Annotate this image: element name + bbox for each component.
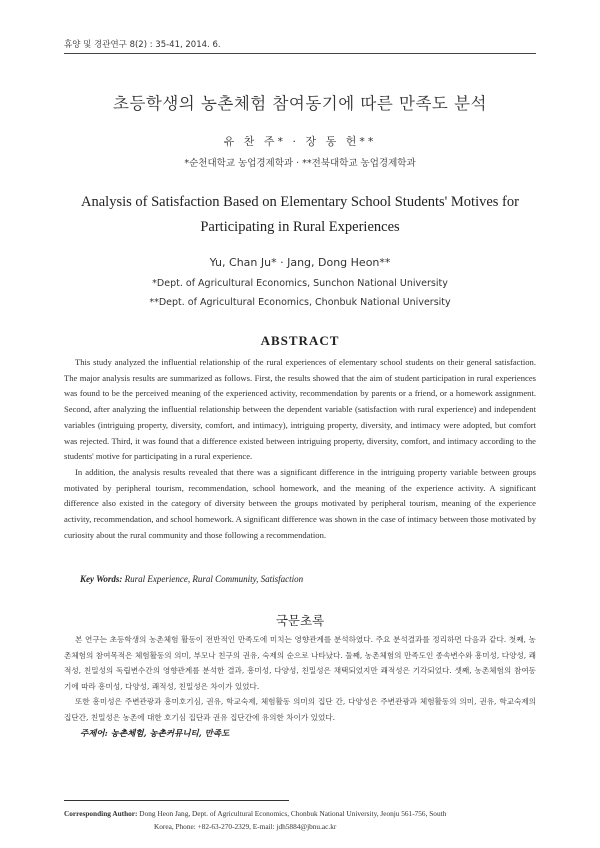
english-affiliation-1: *Dept. of Agricultural Economics, Sunchon National University xyxy=(152,278,448,289)
english-keywords xyxy=(80,574,303,584)
corresponding-line-2: Korea, Phone: +82-63-270-2329, E-mail: jdh5884@jbnu.ac.kr xyxy=(154,821,337,831)
korean-abstract-paragraph-1: 본 연구는 초등학생의 농촌체험 활동이 전반적인 만족도에 미치는 영향관계를 분석하였다. 주요 분석결과를 정리하면 다음과 같다. 첫째, 농촌체험의 참여목적은 체험활동의 의미, 부모나 친구의 권유, 숙제의 순으로 나타났다. 둘째, 농촌체험의 만족도인 종속변수와 흥미성, 다양성, 쾌적성, 친밀성의 독립변수간의 영향관계를 분석한 결과, 흥미성, 다양성, 친밀성은 채택되었지만 쾌적성은 기각되었다. 셋째, 농촌체험의 참여동기에 따라 흥미성, 다양성, 쾌적성, 친밀성은 차이가 있었다. xyxy=(64,635,536,691)
english-title-line-1: Analysis of Satisfaction Based on Elementary School Students' Motives for xyxy=(81,194,519,210)
korean-abstract-body xyxy=(64,632,536,726)
keywords-list: Rural Experience, Rural Community, Satisfaction xyxy=(124,574,304,584)
abstract-body xyxy=(64,355,536,543)
korean-abstract-paragraph-2: 또한 흥미성은 주변관광과 흥미호기심, 권유, 학교숙제, 체험활동 의미의 집단 간, 다양성은 주변관광과 체험활동의 의미, 권유, 학교숙제의 집단간, 친밀성은 농촌에 대한 호기심 집단과 권유 집단간에 유의한 차이가 있었다. xyxy=(64,697,536,722)
corresponding-line-1: Dong Heon Jang, Dept. of Agricultural Economics, Chonbuk National University, Jeonju 561-756, South xyxy=(139,809,447,818)
abstract-paragraph-1: This study analyzed the influential relationship of the rural experiences of elementary school students on their general satisfaction. The major analysis results are summarized as follows. First, the results showed that the aim of student participation in rural experiences was found to be the perceived meaning of the experienced activity, recommendation by parents or a friend, or a homework assignment. Second, after analyzing the influential relationship between the dependent variable (satisfaction with rural experience) and independent variables (intriguing property, diversity, comfort, and intimacy), intriguing property, diversity, and intimacy were adopted, but comfort was rejected. Third, it was found that a difference existed between intriguing property, diversity, comfort, and intimacy according to the students' motive for participating in a rural experience. xyxy=(64,357,536,462)
korean-keywords: 주제어: 농촌체험, 농촌커뮤니티, 만족도 xyxy=(80,729,230,739)
keywords-label: Key Words: xyxy=(80,574,123,584)
korean-affiliation: *순천대학교 농업경제학과 · **전북대학교 농업경제학과 xyxy=(184,158,416,169)
korean-title: 초등학생의 농촌체험 참여동기에 따른 만족도 분석 xyxy=(113,94,487,113)
journal-citation: 휴양 및 경관연구 8(2) : 35-41, 2014. 6. xyxy=(64,40,221,50)
korean-authors: 유 찬 주* · 장 동 헌** xyxy=(223,135,377,148)
english-authors: Yu, Chan Ju* · Jang, Dong Heon** xyxy=(209,256,391,269)
english-affiliation-2: **Dept. of Agricultural Economics, Chonbuk National University xyxy=(149,297,451,308)
english-title-line-2: Participating in Rural Experiences xyxy=(200,219,400,235)
footnote-rule xyxy=(64,800,289,801)
header-rule xyxy=(64,53,536,54)
corresponding-label: Corresponding Author: xyxy=(64,809,138,818)
abstract-heading: ABSTRACT xyxy=(260,333,340,348)
abstract-paragraph-2: In addition, the analysis results revealed that there was a significant difference in the intriguing property variable between groups motivated by peripheral tourism, recommendation, school homework, and the meaning of the experience activity. A significant difference also existed in the category of diversity between the groups motivated by peripheral tourism, meaning of the experience activity, recommendation, and school homework. A significant difference was shown in the case of intimacy between those motivated by curiosity about the rural community and those following a recommendation. xyxy=(64,466,536,540)
english-title xyxy=(60,190,540,240)
corresponding-author xyxy=(64,808,536,833)
korean-abstract-heading: 국문초록 xyxy=(275,613,325,628)
